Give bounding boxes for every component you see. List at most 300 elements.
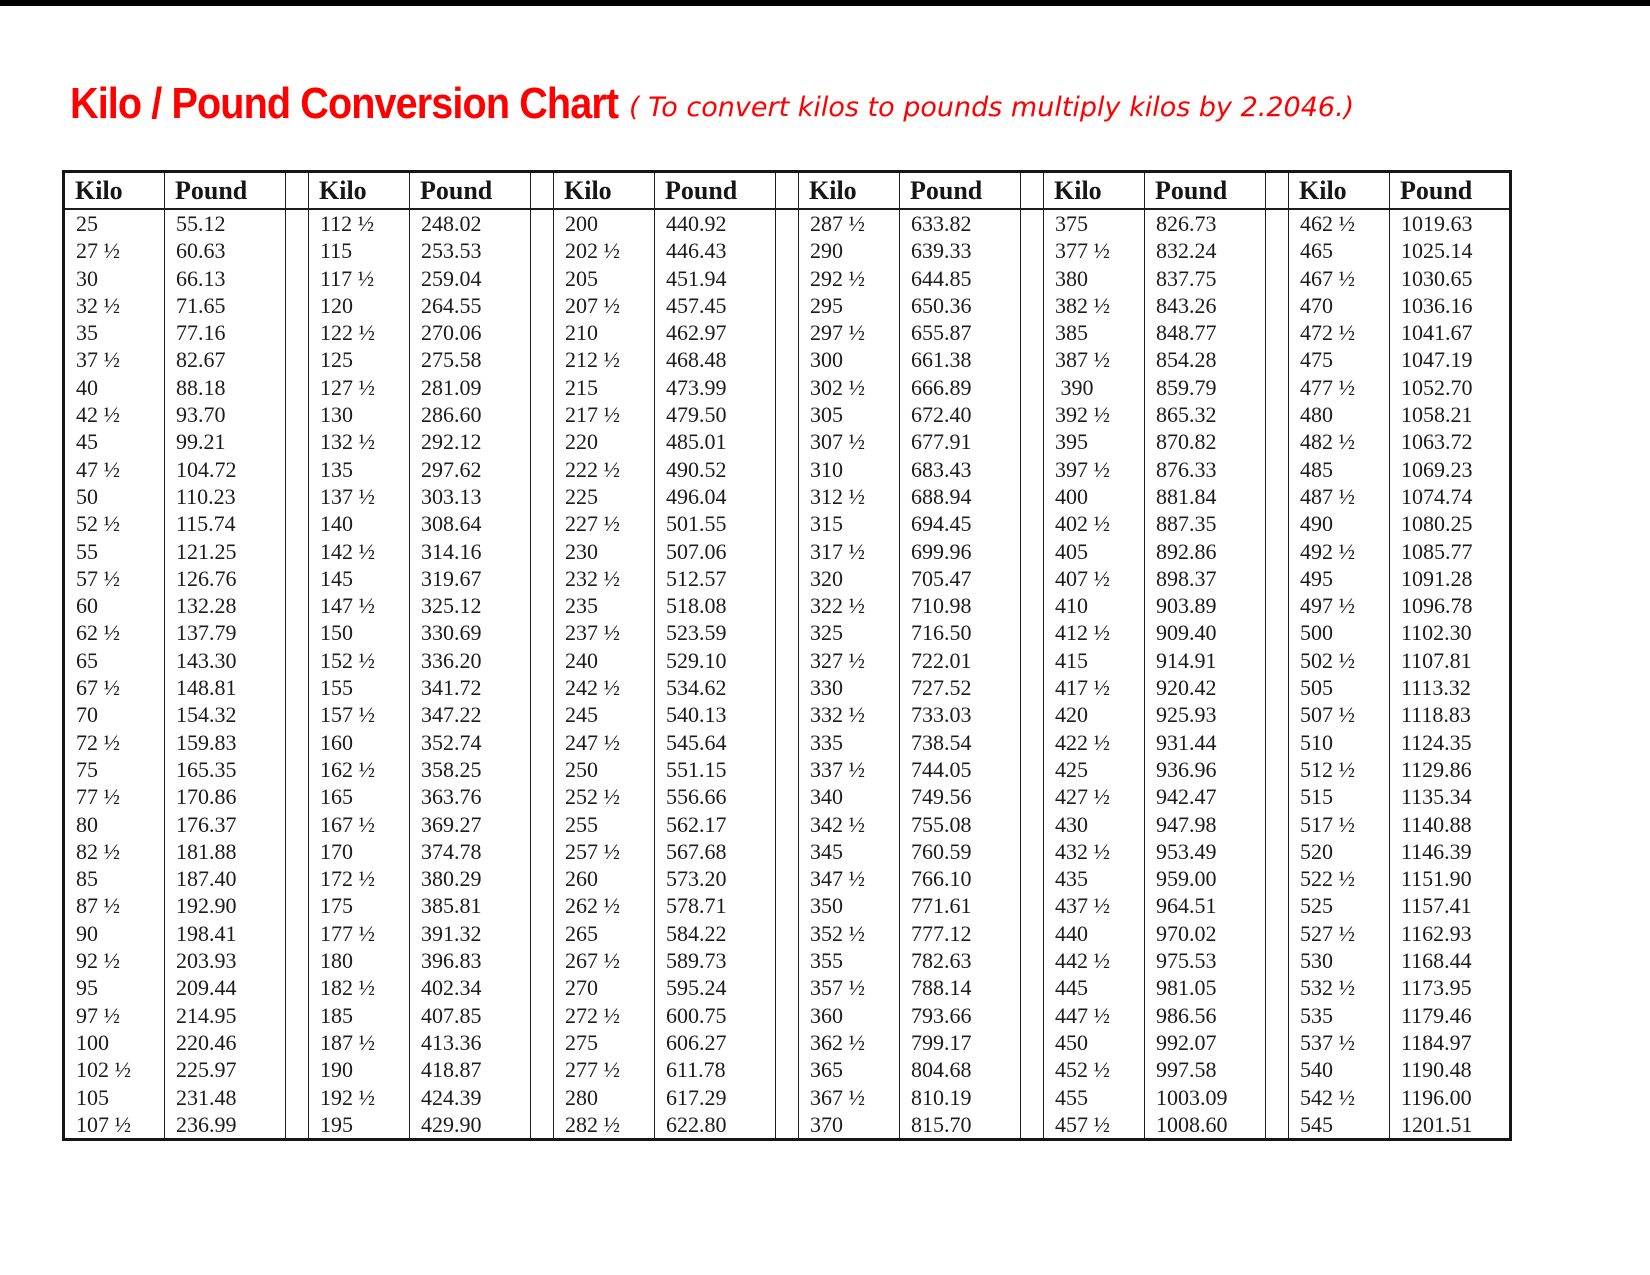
kilo-cell: 50 (64, 483, 165, 510)
pound-cell: 953.49 (1145, 838, 1266, 865)
kilo-cell: 135 (309, 456, 410, 483)
kilo-cell: 250 (554, 756, 655, 783)
kilo-cell: 362 ½ (799, 1029, 900, 1056)
gap-cell (286, 729, 309, 756)
pound-cell: 385.81 (410, 892, 531, 919)
pound-cell: 639.33 (900, 237, 1021, 264)
gap-cell (1266, 319, 1289, 346)
table-row (64, 947, 1511, 974)
kilo-cell: 265 (554, 920, 655, 947)
pound-cell: 1201.51 (1390, 1111, 1511, 1140)
pound-cell: 1168.44 (1390, 947, 1511, 974)
pound-cell: 523.59 (655, 619, 776, 646)
gap-cell (286, 237, 309, 264)
gap-cell (1021, 1056, 1044, 1083)
kilo-cell: 370 (799, 1111, 900, 1140)
kilo-cell: 145 (309, 565, 410, 592)
gap-cell (1021, 319, 1044, 346)
pound-cell: 540.13 (655, 701, 776, 728)
table-body (64, 209, 1511, 1140)
kilo-cell: 292 ½ (799, 265, 900, 292)
gap-cell (286, 1111, 309, 1140)
kilo-cell: 105 (64, 1084, 165, 1111)
gap-cell (286, 374, 309, 401)
pound-cell: 121.25 (165, 538, 286, 565)
gap-cell (1266, 1029, 1289, 1056)
gap-cell (531, 346, 554, 373)
kilo-cell: 462 ½ (1289, 209, 1390, 237)
kilo-cell: 42 ½ (64, 401, 165, 428)
kilo-cell: 112 ½ (309, 209, 410, 237)
kilo-cell: 82 ½ (64, 838, 165, 865)
kilo-cell: 240 (554, 647, 655, 674)
pound-cell: 358.25 (410, 756, 531, 783)
kilo-cell: 497 ½ (1289, 592, 1390, 619)
pound-cell: 1008.60 (1145, 1111, 1266, 1140)
pound-cell: 644.85 (900, 265, 1021, 292)
gap-cell (1266, 592, 1289, 619)
kilo-cell: 87 ½ (64, 892, 165, 919)
gap-cell (1021, 674, 1044, 701)
gap-cell (776, 401, 799, 428)
kilo-cell: 502 ½ (1289, 647, 1390, 674)
pound-cell: 600.75 (655, 1002, 776, 1029)
kilo-cell: 490 (1289, 510, 1390, 537)
kilo-cell: 282 ½ (554, 1111, 655, 1140)
pound-cell: 959.00 (1145, 865, 1266, 892)
gap-cell (286, 510, 309, 537)
gap-cell (776, 374, 799, 401)
pound-cell: 115.74 (165, 510, 286, 537)
gap-cell (286, 456, 309, 483)
gap-cell (286, 592, 309, 619)
gap-cell (286, 346, 309, 373)
kilo-cell: 295 (799, 292, 900, 319)
gap-cell (286, 1084, 309, 1111)
gap-cell (1266, 346, 1289, 373)
gap-cell (531, 592, 554, 619)
gap-cell (286, 674, 309, 701)
gap-cell (286, 265, 309, 292)
kilo-cell: 125 (309, 346, 410, 373)
kilo-cell: 140 (309, 510, 410, 537)
kilo-cell: 115 (309, 237, 410, 264)
kilo-cell: 487 ½ (1289, 483, 1390, 510)
kilo-cell: 515 (1289, 783, 1390, 810)
gap-cell (1266, 292, 1289, 319)
kilo-cell: 320 (799, 565, 900, 592)
pound-cell: 264.55 (410, 292, 531, 319)
kilo-cell: 80 (64, 811, 165, 838)
gap-cell (1266, 565, 1289, 592)
kilo-cell: 517 ½ (1289, 811, 1390, 838)
kilo-cell: 275 (554, 1029, 655, 1056)
pound-cell: 567.68 (655, 838, 776, 865)
pound-cell: 892.86 (1145, 538, 1266, 565)
pound-cell: 832.24 (1145, 237, 1266, 264)
table-row (64, 209, 1511, 237)
pound-cell: 104.72 (165, 456, 286, 483)
pound-cell: 1080.25 (1390, 510, 1511, 537)
pound-cell: 468.48 (655, 346, 776, 373)
gap-cell (776, 428, 799, 455)
table-row (64, 647, 1511, 674)
kilo-cell: 430 (1044, 811, 1145, 838)
table-row (64, 811, 1511, 838)
pound-cell: 66.13 (165, 265, 286, 292)
kilo-cell: 545 (1289, 1111, 1390, 1140)
pound-cell: 1196.00 (1390, 1084, 1511, 1111)
pound-cell: 810.19 (900, 1084, 1021, 1111)
pound-cell: 1003.09 (1145, 1084, 1266, 1111)
kilo-cell: 100 (64, 1029, 165, 1056)
gap-cell (531, 1084, 554, 1111)
kilo-cell: 302 ½ (799, 374, 900, 401)
kilo-cell: 415 (1044, 647, 1145, 674)
kilo-cell: 195 (309, 1111, 410, 1140)
pound-cell: 997.58 (1145, 1056, 1266, 1083)
table-row (64, 892, 1511, 919)
gap-cell (1021, 892, 1044, 919)
pound-cell: 870.82 (1145, 428, 1266, 455)
kilo-cell: 410 (1044, 592, 1145, 619)
pound-cell: 93.70 (165, 401, 286, 428)
pound-cell: 110.23 (165, 483, 286, 510)
kilo-cell: 445 (1044, 974, 1145, 1001)
kilo-cell: 47 ½ (64, 456, 165, 483)
pound-cell: 176.37 (165, 811, 286, 838)
gap-cell (531, 920, 554, 947)
pound-cell: 181.88 (165, 838, 286, 865)
pound-cell: 843.26 (1145, 292, 1266, 319)
gap-cell (1266, 947, 1289, 974)
kilo-cell: 470 (1289, 292, 1390, 319)
kilo-cell: 262 ½ (554, 892, 655, 919)
kilo-cell: 327 ½ (799, 647, 900, 674)
gap-cell (286, 838, 309, 865)
gap-cell (531, 892, 554, 919)
pound-cell: 766.10 (900, 865, 1021, 892)
pound-cell: 126.76 (165, 565, 286, 592)
gap-cell (1021, 1029, 1044, 1056)
pound-cell: 55.12 (165, 209, 286, 237)
gap-cell (776, 674, 799, 701)
pound-cell: 975.53 (1145, 947, 1266, 974)
gap-cell (286, 947, 309, 974)
kilo-cell: 437 ½ (1044, 892, 1145, 919)
pound-cell: 562.17 (655, 811, 776, 838)
pound-cell: 672.40 (900, 401, 1021, 428)
pound-cell: 330.69 (410, 619, 531, 646)
gap-cell (531, 401, 554, 428)
kilo-cell: 457 ½ (1044, 1111, 1145, 1140)
kilo-cell: 307 ½ (799, 428, 900, 455)
table-row (64, 1002, 1511, 1029)
pound-cell: 440.92 (655, 209, 776, 237)
pound-cell: 655.87 (900, 319, 1021, 346)
gap-cell (531, 510, 554, 537)
gap-cell (531, 565, 554, 592)
pound-cell: 192.90 (165, 892, 286, 919)
kilo-cell: 322 ½ (799, 592, 900, 619)
pound-cell: 1190.48 (1390, 1056, 1511, 1083)
pound-cell: 733.03 (900, 701, 1021, 728)
pound-cell: 281.09 (410, 374, 531, 401)
pound-cell: 341.72 (410, 674, 531, 701)
kilo-cell: 255 (554, 811, 655, 838)
gap-cell (1266, 265, 1289, 292)
gap-cell (286, 483, 309, 510)
kilo-cell: 207 ½ (554, 292, 655, 319)
pound-cell: 347.22 (410, 701, 531, 728)
kilo-cell: 35 (64, 319, 165, 346)
kilo-cell: 347 ½ (799, 865, 900, 892)
kilo-cell: 405 (1044, 538, 1145, 565)
page-title (70, 79, 1355, 128)
gap-cell (1266, 674, 1289, 701)
kilo-cell: 297 ½ (799, 319, 900, 346)
kilo-cell: 420 (1044, 701, 1145, 728)
kilo-cell: 60 (64, 592, 165, 619)
gap-cell (1266, 538, 1289, 565)
pound-cell: 170.86 (165, 783, 286, 810)
pound-cell: 738.54 (900, 729, 1021, 756)
table-row (64, 319, 1511, 346)
table-row (64, 428, 1511, 455)
kilo-cell: 345 (799, 838, 900, 865)
kilo-cell: 277 ½ (554, 1056, 655, 1083)
kilo-cell: 165 (309, 783, 410, 810)
kilo-cell: 217 ½ (554, 401, 655, 428)
gap-cell (1266, 1002, 1289, 1029)
pound-cell: 473.99 (655, 374, 776, 401)
gap-cell (531, 701, 554, 728)
pound-cell: 876.33 (1145, 456, 1266, 483)
gap-cell (286, 401, 309, 428)
gap-cell (776, 647, 799, 674)
gap-cell (1266, 647, 1289, 674)
kilo-cell: 520 (1289, 838, 1390, 865)
kilo-cell: 95 (64, 974, 165, 1001)
pound-cell: 947.98 (1145, 811, 1266, 838)
pound-cell: 942.47 (1145, 783, 1266, 810)
gap-cell (286, 428, 309, 455)
pound-cell: 165.35 (165, 756, 286, 783)
gap-cell (1021, 374, 1044, 401)
kilo-cell: 300 (799, 346, 900, 373)
pound-cell: 1107.81 (1390, 647, 1511, 674)
pound-cell: 633.82 (900, 209, 1021, 237)
gap-cell (286, 209, 309, 237)
kilo-cell: 117 ½ (309, 265, 410, 292)
gap-cell (286, 1056, 309, 1083)
kilo-cell: 540 (1289, 1056, 1390, 1083)
kilo-cell: 440 (1044, 920, 1145, 947)
kilo-cell: 97 ½ (64, 1002, 165, 1029)
pound-cell: 225.97 (165, 1056, 286, 1083)
kilo-cell: 45 (64, 428, 165, 455)
gap-cell (286, 756, 309, 783)
gap-cell (1266, 456, 1289, 483)
table-row (64, 592, 1511, 619)
gap-cell (1266, 974, 1289, 1001)
pound-cell: 986.56 (1145, 1002, 1266, 1029)
kilo-cell: 330 (799, 674, 900, 701)
gap-cell (1021, 729, 1044, 756)
pound-cell: 716.50 (900, 619, 1021, 646)
gap-cell (1266, 920, 1289, 947)
kilo-cell: 315 (799, 510, 900, 537)
gap-cell (531, 619, 554, 646)
pound-cell: 749.56 (900, 783, 1021, 810)
kilo-cell: 537 ½ (1289, 1029, 1390, 1056)
kilo-cell: 92 ½ (64, 947, 165, 974)
pound-cell: 848.77 (1145, 319, 1266, 346)
gap-cell (531, 237, 554, 264)
pound-cell: 512.57 (655, 565, 776, 592)
pound-cell: 914.91 (1145, 647, 1266, 674)
gap-cell (776, 565, 799, 592)
pound-cell: 501.55 (655, 510, 776, 537)
kilo-cell: 312 ½ (799, 483, 900, 510)
pound-cell: 1063.72 (1390, 428, 1511, 455)
kilo-cell: 130 (309, 401, 410, 428)
pound-cell: 964.51 (1145, 892, 1266, 919)
gap-cell (531, 209, 554, 237)
title-conversion-note: ( To convert kilos to pounds multiply kilos by 2.2046.) (629, 92, 1355, 123)
gap-cell (531, 729, 554, 756)
pound-cell: 154.32 (165, 701, 286, 728)
kilo-cell: 527 ½ (1289, 920, 1390, 947)
gap-cell (531, 483, 554, 510)
gap-cell (776, 510, 799, 537)
pound-cell: 1091.28 (1390, 565, 1511, 592)
pound-cell: 529.10 (655, 647, 776, 674)
pound-cell: 859.79 (1145, 374, 1266, 401)
pound-cell: 920.42 (1145, 674, 1266, 701)
kilo-cell: 432 ½ (1044, 838, 1145, 865)
pound-cell: 1019.63 (1390, 209, 1511, 237)
kilo-cell: 340 (799, 783, 900, 810)
gap-cell (531, 838, 554, 865)
pound-header: Pound (410, 172, 531, 210)
pound-cell: 755.08 (900, 811, 1021, 838)
table-row (64, 920, 1511, 947)
pound-cell: 1074.74 (1390, 483, 1511, 510)
kilo-cell: 182 ½ (309, 974, 410, 1001)
table-row (64, 292, 1511, 319)
kilo-cell: 150 (309, 619, 410, 646)
pound-cell: 270.06 (410, 319, 531, 346)
gap-cell (776, 1056, 799, 1083)
pound-header: Pound (1145, 172, 1266, 210)
pound-cell: 71.65 (165, 292, 286, 319)
pound-cell: 137.79 (165, 619, 286, 646)
gap-cell (776, 237, 799, 264)
gap-cell (1266, 237, 1289, 264)
kilo-cell: 530 (1289, 947, 1390, 974)
pound-cell: 462.97 (655, 319, 776, 346)
kilo-cell: 317 ½ (799, 538, 900, 565)
gap-cell (286, 865, 309, 892)
kilo-cell: 27 ½ (64, 237, 165, 264)
pound-cell: 1129.86 (1390, 756, 1511, 783)
gap-cell (531, 865, 554, 892)
kilo-cell: 510 (1289, 729, 1390, 756)
pound-cell: 391.32 (410, 920, 531, 947)
gap-cell (286, 811, 309, 838)
table-row (64, 838, 1511, 865)
pound-cell: 148.81 (165, 674, 286, 701)
kilo-cell: 90 (64, 920, 165, 947)
kilo-cell: 467 ½ (1289, 265, 1390, 292)
kilo-cell: 25 (64, 209, 165, 237)
pound-cell: 143.30 (165, 647, 286, 674)
pound-cell: 297.62 (410, 456, 531, 483)
pound-cell: 236.99 (165, 1111, 286, 1140)
pound-cell: 909.40 (1145, 619, 1266, 646)
kilo-cell: 72 ½ (64, 729, 165, 756)
scan-artifact-top-bar (0, 0, 1650, 6)
kilo-cell: 52 ½ (64, 510, 165, 537)
kilo-cell: 212 ½ (554, 346, 655, 373)
pound-cell: 1047.19 (1390, 346, 1511, 373)
pound-header: Pound (1390, 172, 1511, 210)
kilo-cell: 310 (799, 456, 900, 483)
gap-cell (286, 974, 309, 1001)
kilo-cell: 70 (64, 701, 165, 728)
pound-cell: 374.78 (410, 838, 531, 865)
gap-cell (776, 346, 799, 373)
kilo-cell: 167 ½ (309, 811, 410, 838)
kilo-cell: 387 ½ (1044, 346, 1145, 373)
pound-cell: 88.18 (165, 374, 286, 401)
pound-cell: 650.36 (900, 292, 1021, 319)
table-row (64, 565, 1511, 592)
gap-cell (776, 1111, 799, 1140)
pound-cell: 1146.39 (1390, 838, 1511, 865)
pound-cell: 82.67 (165, 346, 286, 373)
pound-cell: 622.80 (655, 1111, 776, 1140)
kilo-cell: 390 (1044, 374, 1145, 401)
pound-cell: 881.84 (1145, 483, 1266, 510)
kilo-cell: 367 ½ (799, 1084, 900, 1111)
gap-cell (286, 292, 309, 319)
gap-cell (776, 920, 799, 947)
gap-cell (1021, 265, 1044, 292)
pound-cell: 1030.65 (1390, 265, 1511, 292)
kilo-cell: 187 ½ (309, 1029, 410, 1056)
pound-cell: 1096.78 (1390, 592, 1511, 619)
kilo-cell: 507 ½ (1289, 701, 1390, 728)
kilo-cell: 492 ½ (1289, 538, 1390, 565)
table-row (64, 1111, 1511, 1140)
kilo-cell: 260 (554, 865, 655, 892)
pound-cell: 209.44 (165, 974, 286, 1001)
pound-cell: 677.91 (900, 428, 1021, 455)
gap-cell (776, 456, 799, 483)
kilo-cell: 435 (1044, 865, 1145, 892)
kilo-cell: 170 (309, 838, 410, 865)
gap-cell (286, 783, 309, 810)
pound-cell: 710.98 (900, 592, 1021, 619)
pound-cell: 369.27 (410, 811, 531, 838)
gap-cell (1021, 428, 1044, 455)
table-row (64, 701, 1511, 728)
kilo-cell: 160 (309, 729, 410, 756)
gap-cell (1266, 374, 1289, 401)
table-row (64, 674, 1511, 701)
